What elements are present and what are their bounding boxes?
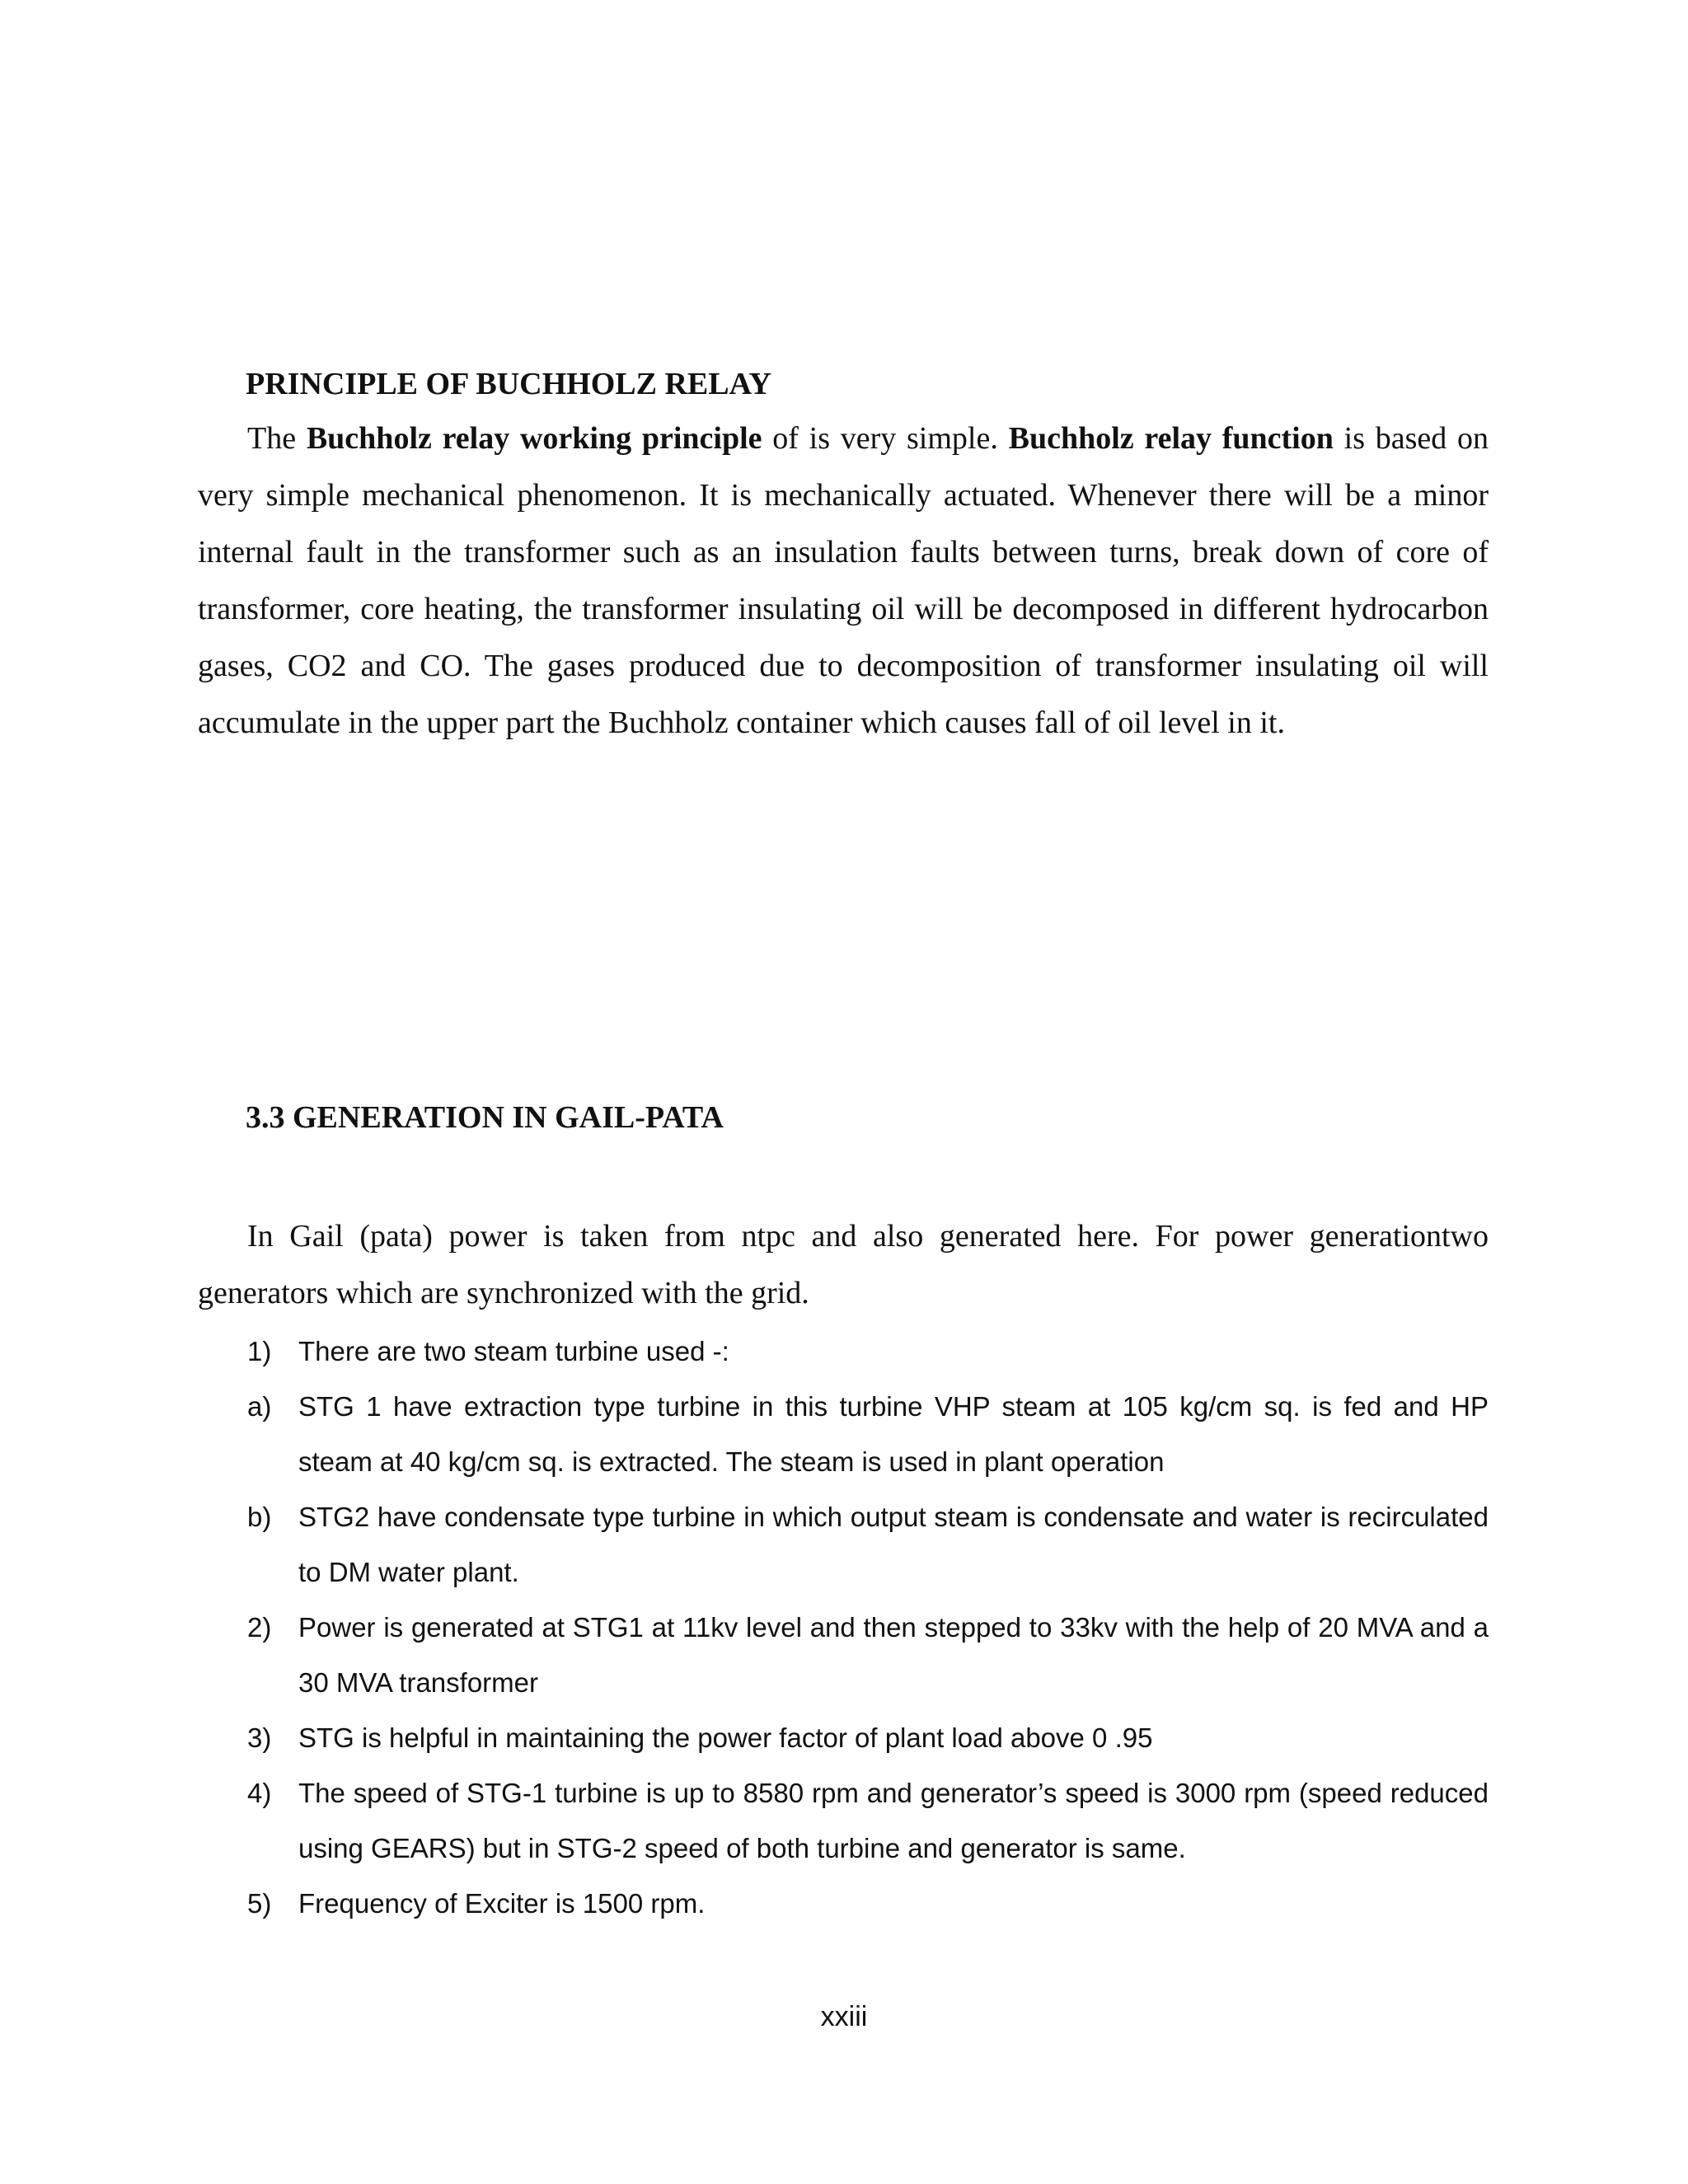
- list-item: [198, 1876, 1489, 1931]
- generation-list: [198, 1324, 1489, 1931]
- list-item-text: STG2 have condensate type turbine in which output steam is condensate and water is recirculated to DM water plant.: [298, 1502, 1489, 1587]
- list-item-text: Frequency of Exciter is 1500 rpm.: [298, 1888, 706, 1919]
- bold-working-principle: Buchholz relay working principle: [306, 421, 762, 456]
- list-item-text: There are two steam turbine used -:: [298, 1336, 729, 1366]
- list-marker: 4): [247, 1778, 272, 1808]
- list-marker: b): [247, 1502, 272, 1532]
- list-marker: 5): [247, 1888, 272, 1919]
- list-item: [198, 1324, 1489, 1379]
- page-number: xxiii: [820, 2001, 868, 2032]
- section-heading-generation: 3.3 GENERATION IN GAIL-PATA: [246, 1100, 724, 1135]
- list-marker: 2): [247, 1612, 272, 1643]
- list-marker: a): [247, 1391, 272, 1422]
- list-item: [198, 1600, 1489, 1710]
- list-item: [198, 1710, 1489, 1765]
- list-item-text: The speed of STG-1 turbine is up to 8580 rpm and generator’s speed is 3000 rpm (speed reduced using GEARS) but in STG-2 speed of both turbine and generator is same.: [298, 1778, 1489, 1863]
- para-text-pre: The: [247, 421, 307, 456]
- para-text-post: is based on very simple mechanical phenomenon. It is mechanically actuated. Whenever there will be a minor internal fault in the transformer such as an insulation faults between turns, break down of core of transformer, core heating, the transformer insulating oil will be decomposed in different hydrocarbon gases, CO2 and CO. The gases produced due to decomposition of transformer insulating oil will accumulate in the upper part the Buchholz container which causes fall of oil level in it.: [198, 421, 1489, 740]
- list-item: [198, 1379, 1489, 1489]
- intro-text: In Gail (pata) power is taken from ntpc and also generated here. For power generationtwo generators which are synchronized with the grid.: [198, 1219, 1489, 1310]
- list-item: [198, 1765, 1489, 1876]
- list-marker: 3): [247, 1722, 272, 1753]
- para-text-mid: of is very simple.: [762, 421, 1009, 456]
- list-item: [198, 1489, 1489, 1600]
- buchholz-paragraph: [198, 410, 1489, 752]
- list-marker: 1): [247, 1336, 272, 1366]
- list-item-text: STG is helpful in maintaining the power factor of plant load above 0 .95: [298, 1722, 1153, 1753]
- list-item-text: Power is generated at STG1 at 11kv level and then stepped to 33kv with the help of 20 MVA and a 30 MVA transformer: [298, 1612, 1489, 1698]
- generation-intro-paragraph: [198, 1208, 1489, 1322]
- bold-relay-function: Buchholz relay function: [1008, 421, 1334, 456]
- section-heading-buchholz: PRINCIPLE OF BUCHHOLZ RELAY: [246, 367, 772, 401]
- list-item-text: STG 1 have extraction type turbine in this turbine VHP steam at 105 kg/cm sq. is fed and HP steam at 40 kg/cm sq. is extracted. The steam is used in plant operation: [298, 1391, 1489, 1477]
